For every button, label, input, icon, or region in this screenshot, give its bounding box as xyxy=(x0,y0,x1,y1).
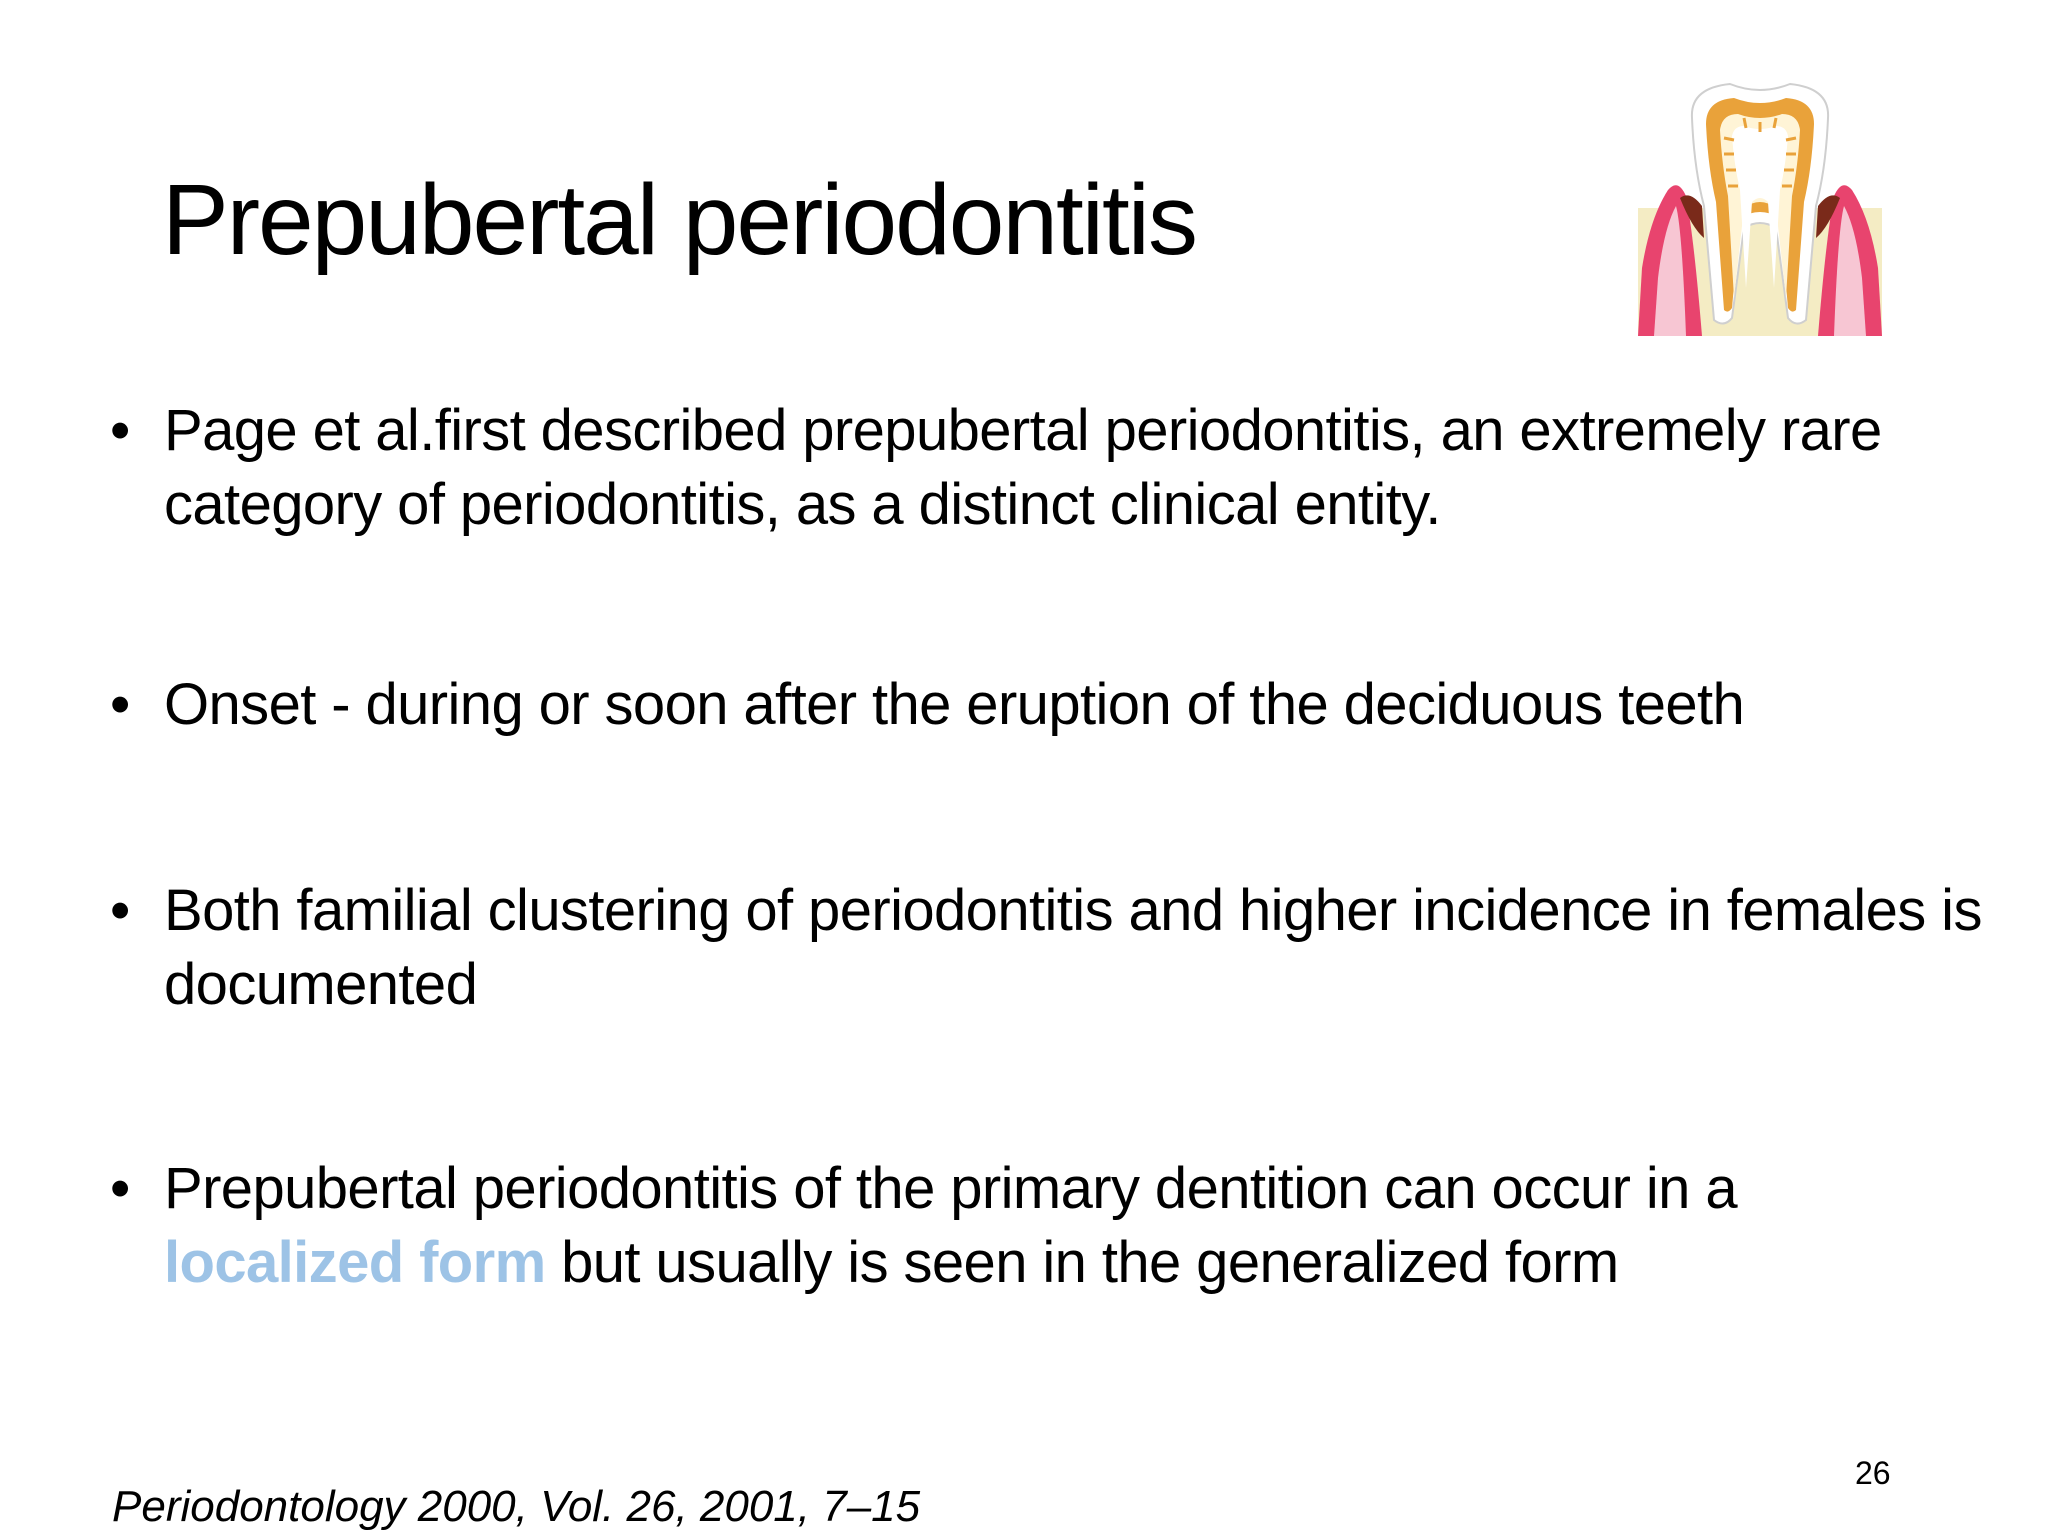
bullet-item xyxy=(110,668,1990,742)
bullet-item xyxy=(110,1152,1990,1300)
slide-title: Prepubertal periodontitis xyxy=(162,164,1196,276)
bullet-dot: • xyxy=(110,1156,130,1221)
page-number: 26 xyxy=(1855,1455,1891,1491)
bullet-text: Onset - during or soon after the eruption of the deciduous teeth xyxy=(164,672,1745,737)
bullet-dot: • xyxy=(110,398,130,463)
bullet-text-before: Prepubertal periodontitis of the primary dentition can occur in a xyxy=(164,1156,1737,1221)
bullet-text-after: but usually is seen in the generalized form xyxy=(545,1230,1619,1295)
bullet-dot: • xyxy=(110,672,130,737)
bullet-item xyxy=(110,394,1990,542)
bullet-item xyxy=(110,874,1990,1022)
bullet-text: Both familial clustering of periodontitis and higher incidence in females is documented xyxy=(164,878,1982,1017)
bullet-text xyxy=(164,1152,1990,1300)
reference-citation: Periodontology 2000, Vol. 26, 2001, 7–15 xyxy=(112,1482,921,1531)
bullet-dot: • xyxy=(110,878,130,943)
highlighted-term: localized form xyxy=(164,1230,546,1295)
bullet-text: Page et al.first described prepubertal periodontitis, an extremely rare category of periodontitis, as a distinct clinical entity. xyxy=(164,398,1882,537)
